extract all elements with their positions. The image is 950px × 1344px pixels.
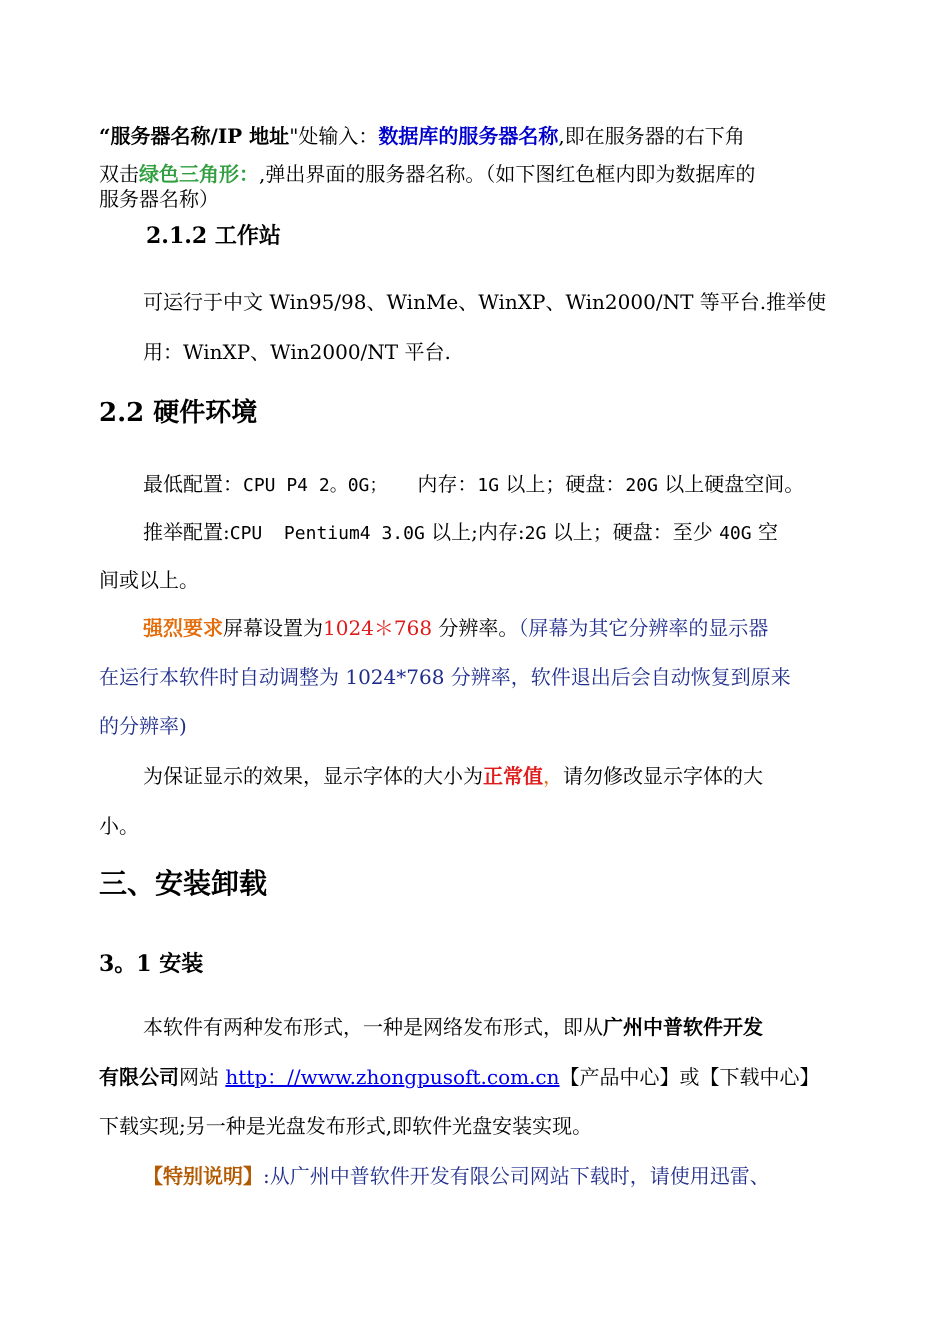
heading-3: 三、安装卸载 <box>99 867 268 900</box>
min-cpu-value: CPU P4 2。0G； <box>243 475 388 496</box>
server-paragraph-line-1 <box>99 124 745 148</box>
company-name-part-1: 广州中普软件开发 <box>603 1015 763 1039</box>
rec-disk-value: 40G <box>719 523 752 544</box>
popup-text: ,弹出界面的服务器名称。（如下图红色框内即为数据库的 <box>259 162 756 186</box>
special-note-text: :从广州中普软件开发有限公司网站下载时，请使用迅雷、 <box>263 1164 770 1188</box>
font-comma: ， <box>543 764 563 788</box>
min-disk-value: 20G <box>625 475 658 496</box>
product-download-center: 【产品中心】或【下载中心】 <box>559 1065 820 1089</box>
rec-memory-value: 2G <box>524 523 547 544</box>
screen-line-3: 的分辨率) <box>99 714 187 738</box>
server-name-ip-label: 服务器名称/IP 地址 <box>110 124 290 148</box>
input-instruction: "处输入： <box>289 124 379 148</box>
workstation-line-1: 可运行于中文 Win95/98、WinMe、WinXP、Win2000/NT 等平台.推举使 <box>143 290 827 314</box>
rec-config-line-2: 间或以上。 <box>99 568 199 592</box>
rec-config-line <box>143 520 778 546</box>
screen-line-2: 在运行本软件时自动调整为 1024*768 分辨率，软件退出后会自动恢复到原来 <box>99 665 791 689</box>
font-size-line-2: 小。 <box>99 814 139 838</box>
font-size-text: 为保证显示的效果，显示字体的大小为 <box>143 764 483 788</box>
rec-cpu-value: CPU Pentium4 3.0G <box>229 523 425 544</box>
green-triangle-highlight: 绿色三角形： <box>139 162 259 186</box>
quote-mark: “ <box>99 124 111 148</box>
workstation-line-2: 用：WinXP、Win2000/NT 平台. <box>143 340 451 364</box>
resolution-text: 分辨率。 <box>432 616 519 640</box>
min-config-label: 最低配置： <box>143 472 243 496</box>
server-paragraph-line-2 <box>99 162 755 186</box>
resolution-value: 1024＊768 <box>323 616 433 640</box>
rec-memory-label: 以上;内存: <box>424 520 525 544</box>
install-line-3: 下载实现;另一种是光盘发布形式,即软件光盘安装实现。 <box>99 1114 593 1138</box>
rec-config-label: 推举配置: <box>143 520 230 544</box>
website-link[interactable]: http：//www.zhongpusoft.com.cn <box>225 1065 560 1089</box>
install-line-2 <box>99 1065 820 1089</box>
rec-disk-tail: 空 <box>751 520 778 544</box>
min-memory-label: 内存： <box>417 472 478 496</box>
min-disk-label: 以上；硬盘： <box>499 472 626 496</box>
font-size-line-1 <box>143 764 763 788</box>
min-disk-tail: 以上硬盘空间。 <box>657 472 805 496</box>
install-text-1: 本软件有两种发布形式，一种是网络发布形式，即从 <box>143 1015 603 1039</box>
special-note-line <box>143 1164 770 1188</box>
website-label: 网站 <box>179 1065 226 1089</box>
company-name-part-2: 有限公司 <box>99 1065 179 1089</box>
screen-note-start: （屏幕为其它分辨率的显示器 <box>518 616 769 640</box>
install-line-1 <box>143 1015 763 1039</box>
min-config-line <box>143 472 804 498</box>
db-server-name-highlight: 数据库的服务器名称 <box>378 124 559 148</box>
screen-setting-text: 屏幕设置为 <box>223 616 323 640</box>
heading-2-1-2: 2.1.2 工作站 <box>146 223 281 249</box>
min-memory-value: 1G <box>477 475 500 496</box>
special-note-label: 【特别说明】 <box>143 1164 263 1188</box>
font-size-warning: 请勿修改显示字体的大 <box>563 764 763 788</box>
heading-3-1: 3。1 安装 <box>99 951 204 977</box>
normal-value-highlight: 正常值 <box>483 764 543 788</box>
double-click-text: 双击 <box>99 162 139 186</box>
server-paragraph-tail: ,即在服务器的右下角 <box>558 124 745 148</box>
server-paragraph-line-3: 服务器名称） <box>99 187 219 211</box>
heading-2-2: 2.2 硬件环境 <box>99 398 258 428</box>
rec-disk-label: 以上；硬盘：至少 <box>546 520 720 544</box>
strong-requirement-label: 强烈要求 <box>143 616 223 640</box>
screen-line-1 <box>143 616 768 640</box>
